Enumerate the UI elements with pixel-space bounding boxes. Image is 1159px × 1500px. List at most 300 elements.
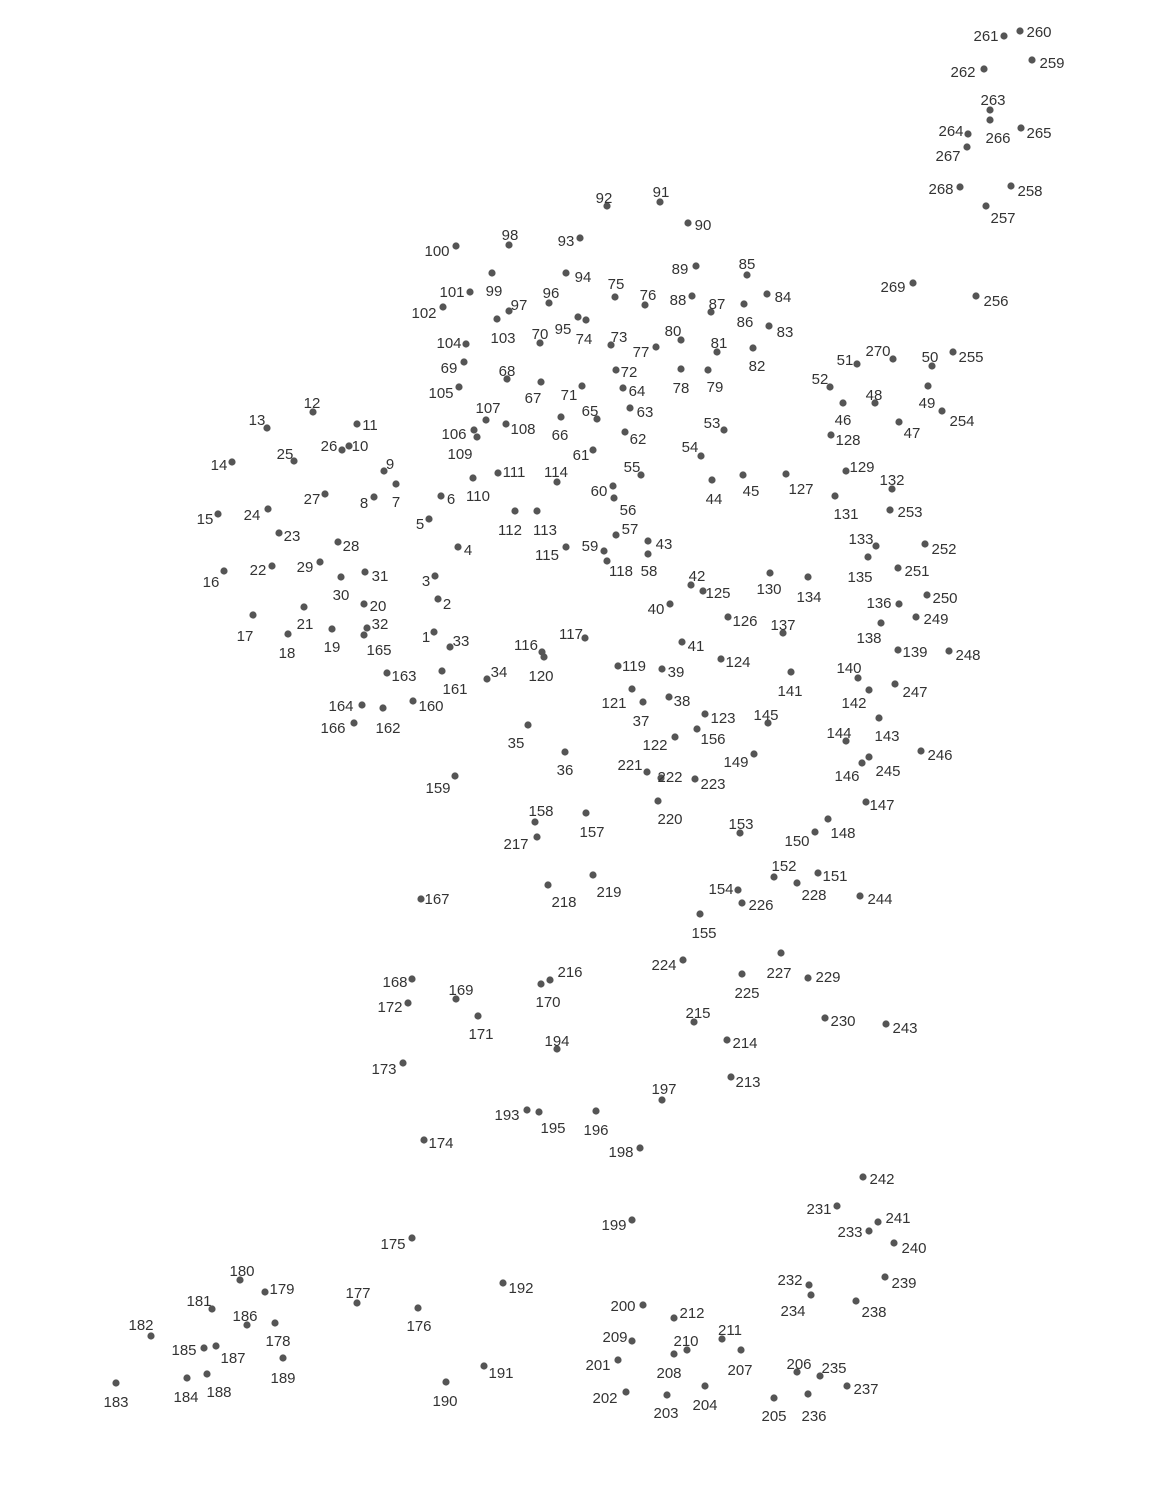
dot-216[interactable] [546,976,553,983]
dot-36[interactable] [561,748,568,755]
dot-195[interactable] [535,1108,542,1115]
dot-label-37: 37 [632,712,650,730]
dot-label-258: 258 [1017,182,1043,200]
dot-label-253: 253 [897,503,923,521]
dot-label-235: 235 [821,1359,847,1377]
dot-74[interactable] [582,316,589,323]
dot-67[interactable] [537,378,544,385]
dot-100[interactable] [452,242,459,249]
dot-139[interactable] [894,646,901,653]
dot-240[interactable] [890,1239,897,1246]
dot-247[interactable] [891,680,898,687]
dot-199[interactable] [628,1216,635,1223]
dot-233[interactable] [865,1227,872,1234]
dot-165[interactable] [360,631,367,638]
dot-239[interactable] [881,1273,888,1280]
dot-267[interactable] [963,143,970,150]
dot-label-95: 95 [554,320,572,338]
dot-16[interactable] [220,567,227,574]
dot-63[interactable] [626,404,633,411]
dot-214[interactable] [723,1036,730,1043]
dot-249[interactable] [912,613,919,620]
dot-218[interactable] [544,881,551,888]
dot-label-181: 181 [186,1292,212,1310]
dot-252[interactable] [921,540,928,547]
dot-207[interactable] [737,1346,744,1353]
dot-44[interactable] [708,476,715,483]
dot-label-34: 34 [490,663,508,681]
dot-154[interactable] [734,886,741,893]
dot-2[interactable] [434,595,441,602]
dot-label-228: 228 [801,886,827,904]
dot-219[interactable] [589,871,596,878]
dot-266[interactable] [986,116,993,123]
dot-217[interactable] [533,833,540,840]
dot-250[interactable] [923,591,930,598]
dot-64[interactable] [619,384,626,391]
dot-20[interactable] [360,600,367,607]
dot-189[interactable] [279,1354,286,1361]
dot-75[interactable] [611,293,618,300]
dot-61[interactable] [589,446,596,453]
dot-label-146: 146 [834,767,860,785]
dot-236[interactable] [804,1390,811,1397]
dot-label-172: 172 [377,998,403,1016]
dot-166[interactable] [350,719,357,726]
dot-46[interactable] [839,399,846,406]
dot-label-32: 32 [371,615,389,633]
dot-label-103: 103 [490,329,516,347]
dot-label-123: 123 [710,709,736,727]
dot-label-55: 55 [623,458,641,476]
dot-265[interactable] [1017,124,1024,131]
dot-198[interactable] [636,1144,643,1151]
dot-label-30: 30 [332,586,350,604]
dot-269[interactable] [909,279,916,286]
dot-57[interactable] [612,531,619,538]
dot-105[interactable] [455,383,462,390]
dot-23[interactable] [275,529,282,536]
dot-231[interactable] [833,1202,840,1209]
dot-58[interactable] [644,550,651,557]
dot-71[interactable] [578,382,585,389]
dot-label-31: 31 [371,567,389,585]
dot-label-124: 124 [725,653,751,671]
dot-label-182: 182 [128,1316,154,1334]
dot-255[interactable] [949,348,956,355]
dot-268[interactable] [956,183,963,190]
dot-134[interactable] [804,573,811,580]
dot-label-105: 105 [428,384,454,402]
dot-112[interactable] [511,507,518,514]
dot-47[interactable] [895,418,902,425]
dot-label-67: 67 [524,389,542,407]
dot-label-252: 252 [931,540,957,558]
dot-135[interactable] [864,553,871,560]
dot-label-99: 99 [485,282,503,300]
dot-160[interactable] [409,697,416,704]
dot-82[interactable] [749,344,756,351]
dot-111[interactable] [494,469,501,476]
dot-183[interactable] [112,1379,119,1386]
dot-label-217: 217 [503,835,529,853]
dot-230[interactable] [821,1014,828,1021]
dot-label-35: 35 [507,734,525,752]
dot-174[interactable] [420,1136,427,1143]
dot-209[interactable] [628,1337,635,1344]
dot-label-152: 152 [771,857,797,875]
dot-35[interactable] [524,721,531,728]
dot-104[interactable] [462,340,469,347]
dot-123[interactable] [701,710,708,717]
dot-label-118: 118 [609,562,633,580]
dot-62[interactable] [621,428,628,435]
dot-103[interactable] [493,315,500,322]
dot-187[interactable] [212,1342,219,1349]
dot-label-150: 150 [784,832,810,850]
dot-196[interactable] [592,1107,599,1114]
dot-176[interactable] [414,1304,421,1311]
dot-200[interactable] [639,1301,646,1308]
dot-label-7: 7 [391,493,401,511]
dot-253[interactable] [886,506,893,513]
dot-label-167: 167 [424,890,450,908]
dot-53[interactable] [720,426,727,433]
dot-190[interactable] [442,1378,449,1385]
dot-122[interactable] [671,733,678,740]
dot-label-132: 132 [879,471,905,489]
dot-159[interactable] [451,772,458,779]
dot-41[interactable] [678,638,685,645]
dot-19[interactable] [328,625,335,632]
dot-34[interactable] [483,675,490,682]
dot-label-233: 233 [837,1223,863,1241]
dot-24[interactable] [264,505,271,512]
dot-label-149: 149 [723,753,749,771]
dot-40[interactable] [666,600,673,607]
dot-246[interactable] [917,747,924,754]
dot-193[interactable] [523,1106,530,1113]
dot-label-216: 216 [557,963,583,981]
dot-107[interactable] [482,416,489,423]
dot-185[interactable] [200,1344,207,1351]
dot-148[interactable] [824,815,831,822]
dot-79[interactable] [704,366,711,373]
dot-label-156: 156 [700,730,726,748]
dot-213[interactable] [727,1073,734,1080]
dot-label-236: 236 [801,1407,827,1425]
dot-label-73: 73 [610,328,628,346]
dot-126[interactable] [724,613,731,620]
dot-label-76: 76 [639,286,657,304]
dot-90[interactable] [684,219,691,226]
dot-label-28: 28 [342,537,360,555]
dot-label-72: 72 [620,363,638,381]
dot-120[interactable] [540,653,547,660]
dot-212[interactable] [670,1314,677,1321]
dot-201[interactable] [614,1356,621,1363]
dot-157[interactable] [582,809,589,816]
dot-label-223: 223 [700,775,726,793]
dot-192[interactable] [499,1279,506,1286]
dot-83[interactable] [765,322,772,329]
dot-88[interactable] [688,292,695,299]
dot-258[interactable] [1007,182,1014,189]
dot-39[interactable] [658,665,665,672]
dot-89[interactable] [692,262,699,269]
dot-label-43: 43 [655,535,673,553]
dot-label-102: 102 [411,304,437,322]
dot-172[interactable] [404,999,411,1006]
dot-151[interactable] [814,869,821,876]
dot-label-174: 174 [428,1134,454,1152]
dot-label-83: 83 [776,323,794,341]
dot-168[interactable] [408,975,415,982]
dot-121[interactable] [628,685,635,692]
dot-109[interactable] [473,433,480,440]
dot-106[interactable] [470,426,477,433]
dot-223[interactable] [691,775,698,782]
dot-label-88: 88 [669,291,687,309]
dot-label-25: 25 [276,445,294,463]
dot-78[interactable] [677,365,684,372]
dot-32[interactable] [363,624,370,631]
dot-142[interactable] [865,686,872,693]
dot-15[interactable] [214,510,221,517]
dot-label-165: 165 [366,641,392,659]
dot-label-119: 119 [622,657,646,675]
dot-225[interactable] [738,970,745,977]
dot-93[interactable] [576,234,583,241]
dot-label-206: 206 [786,1355,812,1373]
dot-51[interactable] [853,360,860,367]
dot-label-14: 14 [210,456,228,474]
dot-18[interactable] [284,630,291,637]
dot-244[interactable] [856,892,863,899]
dot-237[interactable] [843,1382,850,1389]
dot-17[interactable] [249,611,256,618]
dot-256[interactable] [972,292,979,299]
dot-150[interactable] [811,828,818,835]
dot-138[interactable] [877,619,884,626]
dot-label-27: 27 [303,490,321,508]
dot-205[interactable] [770,1394,777,1401]
dot-29[interactable] [316,558,323,565]
dot-72[interactable] [612,366,619,373]
dot-131[interactable] [831,492,838,499]
dot-130[interactable] [766,569,773,576]
dot-257[interactable] [982,202,989,209]
dot-label-164: 164 [328,697,354,715]
dot-49[interactable] [924,382,931,389]
dot-141[interactable] [787,668,794,675]
dot-60[interactable] [609,482,616,489]
dot-28[interactable] [334,538,341,545]
dot-label-138: 138 [856,629,882,647]
dot-173[interactable] [399,1059,406,1066]
dot-label-8: 8 [359,494,369,512]
dot-43[interactable] [644,537,651,544]
dot-label-187: 187 [220,1349,246,1367]
dot-label-269: 269 [880,278,906,296]
dot-259[interactable] [1028,56,1035,63]
dot-45[interactable] [739,471,746,478]
dot-124[interactable] [717,655,724,662]
dot-3[interactable] [431,572,438,579]
dot-115[interactable] [562,543,569,550]
dot-66[interactable] [557,413,564,420]
dot-234[interactable] [807,1291,814,1298]
dot-30[interactable] [337,573,344,580]
dot-113[interactable] [533,507,540,514]
dot-56[interactable] [610,494,617,501]
dot-label-161: 161 [442,680,468,698]
dot-label-229: 229 [815,968,841,986]
dot-label-11: 11 [362,416,378,434]
dot-label-117: 117 [559,625,583,643]
dot-149[interactable] [750,750,757,757]
dot-31[interactable] [361,568,368,575]
dot-127[interactable] [782,470,789,477]
dot-260[interactable] [1016,27,1023,34]
dot-251[interactable] [894,564,901,571]
dot-label-256: 256 [983,292,1009,310]
dot-146[interactable] [858,759,865,766]
dot-191[interactable] [480,1362,487,1369]
dot-label-192: 192 [508,1279,534,1297]
dot-label-64: 64 [628,382,646,400]
dot-95[interactable] [574,313,581,320]
dot-5[interactable] [425,515,432,522]
dot-84[interactable] [763,290,770,297]
dot-128[interactable] [827,431,834,438]
dot-label-159: 159 [425,779,451,797]
dot-261[interactable] [1000,32,1007,39]
dot-37[interactable] [639,698,646,705]
dot-238[interactable] [852,1297,859,1304]
dot-69[interactable] [460,358,467,365]
dot-label-82: 82 [748,357,766,375]
dot-243[interactable] [882,1020,889,1027]
dot-label-224: 224 [651,956,677,974]
dot-8[interactable] [370,493,377,500]
dot-label-163: 163 [391,667,417,685]
dot-label-148: 148 [830,824,856,842]
dot-143[interactable] [875,714,882,721]
dot-label-136: 136 [866,594,892,612]
dot-label-145: 145 [753,706,779,724]
dot-94[interactable] [562,269,569,276]
dot-label-259: 259 [1039,54,1065,72]
dot-221[interactable] [643,768,650,775]
dot-label-20: 20 [369,597,387,615]
dot-101[interactable] [466,288,473,295]
dot-label-130: 130 [756,580,782,598]
dot-229[interactable] [804,974,811,981]
dot-220[interactable] [654,797,661,804]
dot-136[interactable] [895,600,902,607]
dot-245[interactable] [865,753,872,760]
dot-27[interactable] [321,490,328,497]
dot-155[interactable] [696,910,703,917]
dot-label-65: 65 [581,402,599,420]
dot-14[interactable] [228,458,235,465]
dot-161[interactable] [438,667,445,674]
dot-204[interactable] [701,1382,708,1389]
dot-label-40: 40 [647,600,665,618]
dot-21[interactable] [300,603,307,610]
dot-label-185: 185 [171,1341,197,1359]
dot-59[interactable] [600,547,607,554]
dot-202[interactable] [622,1388,629,1395]
dot-203[interactable] [663,1391,670,1398]
dot-162[interactable] [379,704,386,711]
dot-38[interactable] [665,693,672,700]
dot-86[interactable] [740,300,747,307]
dot-11[interactable] [353,420,360,427]
dot-171[interactable] [474,1012,481,1019]
dot-108[interactable] [502,420,509,427]
dot-119[interactable] [614,662,621,669]
dot-254[interactable] [938,407,945,414]
dot-264[interactable] [964,130,971,137]
dot-label-78: 78 [672,379,690,397]
dot-label-109: 109 [447,445,473,463]
dot-7[interactable] [392,480,399,487]
dot-label-168: 168 [382,973,408,991]
dot-6[interactable] [437,492,444,499]
dot-232[interactable] [805,1281,812,1288]
dot-22[interactable] [268,562,275,569]
dot-262[interactable] [980,65,987,72]
dot-226[interactable] [738,899,745,906]
dot-208[interactable] [670,1350,677,1357]
dot-label-120: 120 [528,667,554,685]
dot-99[interactable] [488,269,495,276]
dot-110[interactable] [469,474,476,481]
dot-102[interactable] [439,303,446,310]
dot-54[interactable] [697,452,704,459]
dot-label-46: 46 [834,411,852,429]
dot-label-203: 203 [653,1404,679,1422]
dot-4[interactable] [454,543,461,550]
dot-label-97: 97 [510,296,528,314]
dot-175[interactable] [408,1234,415,1241]
dot-label-225: 225 [734,984,760,1002]
dot-label-208: 208 [656,1364,682,1382]
dot-77[interactable] [652,343,659,350]
dot-163[interactable] [383,669,390,676]
dot-227[interactable] [777,949,784,956]
dot-26[interactable] [338,446,345,453]
dot-188[interactable] [203,1370,210,1377]
dot-241[interactable] [874,1218,881,1225]
dot-184[interactable] [183,1374,190,1381]
dot-label-151: 151 [822,867,848,885]
dot-224[interactable] [679,956,686,963]
dot-242[interactable] [859,1173,866,1180]
dot-248[interactable] [945,647,952,654]
dot-1[interactable] [430,628,437,635]
dot-178[interactable] [271,1319,278,1326]
dot-228[interactable] [793,879,800,886]
dot-170[interactable] [537,980,544,987]
dot-label-85: 85 [738,255,756,273]
dot-179[interactable] [261,1288,268,1295]
dot-label-21: 21 [296,615,314,633]
dot-label-22: 22 [249,561,267,579]
dot-164[interactable] [358,701,365,708]
